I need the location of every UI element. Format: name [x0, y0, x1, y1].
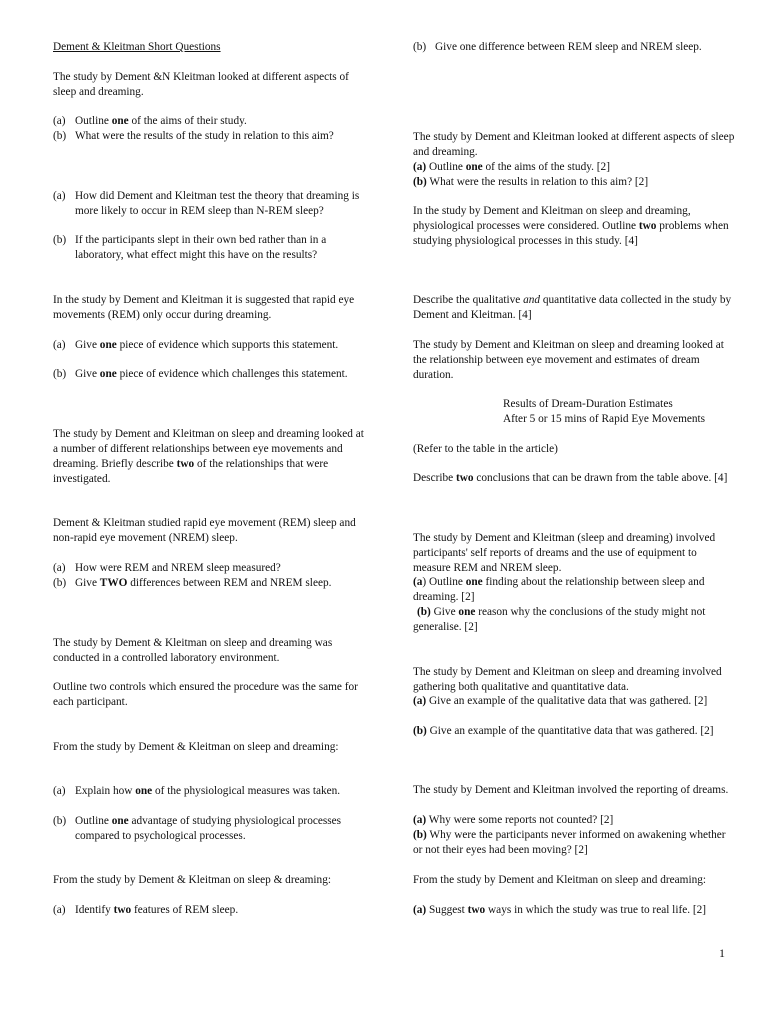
r4-intro: The study by Dement and Kleitman on sleep and dreaming looked at the relationship between eye movement and estimates of dream duration.	[413, 339, 724, 381]
q7-b: (b) Outline one advantage of studying physiological processes compared to psychological processes.	[53, 815, 342, 842]
r5-a: (a) Outline one finding about the relationship between sleep and dreaming. [2]	[413, 576, 705, 603]
q1-intro: The study by Dement &N Kleitman looked at different aspects of sleep and dreaming.	[53, 71, 349, 98]
q5-intro: Dement & Kleitman studied rapid eye movement (REM) sleep and non-rapid eye movement (NREM) sleep.	[53, 517, 356, 544]
r7-a: (a) Why were some reports not counted? [2]	[413, 814, 614, 826]
q7-intro: From the study by Dement & Kleitman on sleep and dreaming:	[53, 741, 339, 753]
q2-b: (b) If the participants slept in their own bed rather than in a laboratory, what effect might this have on the results?	[53, 234, 327, 261]
q1-b: (b) What were the results of the study in relation to this aim?	[53, 130, 334, 142]
table-reference: (Refer to the table in the article)	[413, 443, 558, 455]
r4-describe: Describe two conclusions that can be drawn from the table above. [4]	[413, 472, 728, 484]
q2-a: (a) How did Dement and Kleitman test the theory that dreaming is more likely to occur in REM sleep than N-REM sleep?	[53, 190, 360, 217]
page-number: 1	[719, 946, 725, 960]
q8-a: (a) Identify two features of REM sleep.	[53, 904, 239, 916]
q1-b-label: (b)	[53, 130, 67, 142]
r1-a: (a) Outline one of the aims of the study. [2]	[413, 161, 610, 173]
r1-intro: The study by Dement and Kleitman looked at different aspects of sleep and dreaming.	[413, 131, 735, 158]
r2-text: In the study by Dement and Kleitman on sleep and dreaming, physiological processes were considered. Outline two problems when studying physiological processes in this study. [4]	[413, 205, 729, 247]
r5-b: (b) Give one reason why the conclusions of the study might not generalise. [2]	[413, 606, 706, 633]
r5-intro: The study by Dement and Kleitman (sleep and dreaming) involved participants' self reports of dreams and the use of equipment to measure REM and NREM sleep.	[413, 532, 716, 574]
table-subtitle: After 5 or 15 mins of Rapid Eye Movements	[503, 413, 706, 425]
q8-intro: From the study by Dement & Kleitman on sleep & dreaming:	[53, 874, 331, 886]
r6-a: (a) Give an example of the qualitative data that was gathered. [2]	[413, 695, 708, 707]
q7-a: (a) Explain how one of the physiological measures was taken.	[53, 785, 341, 797]
table-title: Results of Dream-Duration Estimates	[503, 398, 673, 410]
q6-body: Outline two controls which ensured the procedure was the same for each participant.	[53, 681, 358, 708]
q6-intro: The study by Dement & Kleitman on sleep and dreaming was conducted in a controlled laboratory environment.	[53, 637, 333, 664]
q1-a: (a) Outline one of the aims of their study.	[53, 115, 247, 127]
r8-a: (a) Suggest two ways in which the study was true to real life. [2]	[413, 904, 707, 916]
r0-b: (b) Give one difference between REM sleep and NREM sleep.	[413, 41, 702, 53]
r3-text: Describe the qualitative and quantitative data collected in the study by Dement and Kleitman. [4]	[413, 294, 732, 321]
q1-a-label: (a)	[53, 115, 66, 127]
document-title: Dement & Kleitman Short Questions	[53, 41, 221, 53]
q3-b: (b) Give one piece of evidence which challenges this statement.	[53, 368, 348, 380]
r6-intro: The study by Dement and Kleitman on sleep and dreaming involved gathering both qualitative and quantitative data.	[413, 666, 722, 693]
r1-b: (b) What were the results in relation to this aim? [2]	[413, 176, 649, 188]
r7-b: (b) Why were the participants never informed on awakening whether or not their eyes had been moving? [2]	[413, 829, 726, 856]
r6-b: (b) Give an example of the quantitative data that was gathered. [2]	[413, 725, 714, 737]
r7-intro: The study by Dement and Kleitman involved the reporting of dreams.	[413, 784, 729, 796]
q3-a: (a) Give one piece of evidence which supports this statement.	[53, 339, 339, 351]
q3-intro: In the study by Dement and Kleitman it is suggested that rapid eye movements (REM) only occur during dreaming.	[53, 294, 355, 321]
q5-a: (a) How were REM and NREM sleep measured?	[53, 562, 281, 574]
q5-b: (b) Give TWO differences between REM and NREM sleep.	[53, 577, 332, 589]
r8-intro: From the study by Dement and Kleitman on sleep and dreaming:	[413, 874, 707, 886]
q4-text: The study by Dement and Kleitman on sleep and dreaming looked at a number of different relationships between eye movements and dreaming. Briefly describe two of the relationships that were investigated.	[53, 428, 364, 485]
